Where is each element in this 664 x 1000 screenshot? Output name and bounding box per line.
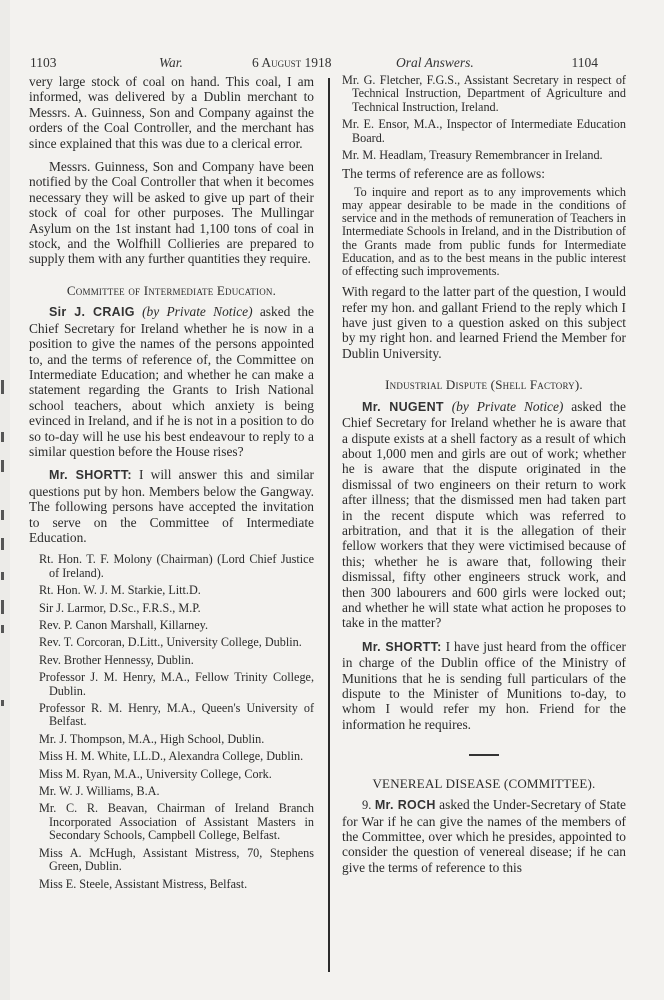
list-item: Mr. E. Ensor, M.A., Inspector of Intermediate Education Board. xyxy=(342,117,626,145)
left-running-title: War. xyxy=(159,55,183,70)
section-rule xyxy=(469,754,499,756)
list-item: Professor J. M. Henry, M.A., Fellow Trinity College, Dublin. xyxy=(39,670,314,698)
private-notice-label: (by Private Notice) xyxy=(142,304,253,320)
question-text: asked the Chief Secretary for Ireland whether he is now in a position to give the names of the persons appointed to, and the terms of reference of, the Committee on Intermediate Education; and whether he can make a statement regarding the Grants to Irish National school teachers, about which anxiety is being evinced in Ireland, and if he is not in a position to do so to-day will he use his best endeavour to reply to a similar question before the House rises? xyxy=(29,304,314,459)
question-text: asked the Chief Secretary for Ireland whether he is aware that a dispute exists at a shell factory as a result of which about 1,000 men and girls are out of work; whether he is aware that the dispute originated in the dismissal of two engineers on their return to work after illness; that the dismissed men had taken part in the recent dispute which was referred to arbitration, and that it is the allegation of their fellow workers that they were victimised because of this; whether he is aware that, following their dismissal, fifty other engineers struck work, and then 300 labourers and 600 girls were locked out; and whether he will state what action he proposes to take in the matter? xyxy=(342,398,627,631)
shortt-answer-dispute xyxy=(342,639,626,732)
terms-of-reference: To inquire and report as to any improvements which may appear desirable to be made in the conditions of service and in the methods of remuneration of Teachers in Intermediate Schools in Ireland, and in the Distribution of the Grants made from public funds for Intermediate Education, and as to the best means in the public interest of effecting such improvements. xyxy=(342,184,626,279)
column-divider xyxy=(328,78,330,972)
list-item: Miss H. M. White, LL.D., Alexandra College, Dublin. xyxy=(39,749,304,764)
list-item: Mr. C. R. Beavan, Chairman of Ireland Branch Incorporated Association of Assistant Masters in Secondary Schools, Campbell College, Belfast. xyxy=(39,801,314,843)
question-number: 9. xyxy=(362,798,372,813)
speaker-name: Sir J. CRAIG xyxy=(49,305,135,320)
list-item: Mr. M. Headlam, Treasury Remembrancer in Ireland. xyxy=(342,148,603,163)
right-page-number: 1104 xyxy=(571,55,598,70)
section-heading-venereal-disease: VENEREAL DISEASE (COMMITTEE). xyxy=(372,775,596,791)
terms-intro: The terms of reference are as follows: xyxy=(342,166,545,182)
list-item: Miss M. Ryan, M.A., University College, Cork. xyxy=(39,766,272,781)
list-item: Miss E. Steele, Assistant Mistress, Belfast. xyxy=(39,876,248,891)
list-item: Rev. T. Corcoran, D.Litt., University College, Dublin. xyxy=(39,635,302,650)
answer-text: I have just heard from the officer in charge of the Dublin office of the Ministry of Munitions that he is sending full particulars of the dispute to the Minister of Munitions to-day, to whom I would refer my hon. Friend for the information he requires. xyxy=(342,638,626,732)
left-column xyxy=(29,74,314,895)
section-heading-industrial-dispute: Industrial Dispute (Shell Factory). xyxy=(385,377,583,393)
list-item: Rt. Hon. T. F. Molony (Chairman) (Lord Chief Justice of Ireland). xyxy=(39,552,314,580)
list-item: Mr. J. Thompson, M.A., High School, Dublin. xyxy=(39,731,265,746)
nugent-question xyxy=(342,399,626,631)
list-item: Sir J. Larmor, D.Sc., F.R.S., M.P. xyxy=(39,600,201,615)
roch-question xyxy=(342,797,626,875)
left-page-number: 1103 xyxy=(30,55,57,70)
right-running-title: Oral Answers. xyxy=(396,55,474,70)
shortt-answer xyxy=(29,467,314,545)
page-header xyxy=(30,55,598,73)
list-item: Mr. G. Fletcher, F.G.S., Assistant Secretary in respect of Technical Instruction, Department of Agriculture and Technical Instruction, Ireland. xyxy=(342,73,626,114)
sitting-date: 6 August 1918 xyxy=(252,55,332,70)
speaker-name: Mr. ROCH xyxy=(374,798,436,813)
coal-answer-paragraph: Messrs. Guinness, Son and Company have been notified by the Coal Controller that when it becomes necessary they will be asked to give up part of their stock of coal for other purposes. The Mullingar Asylum on the 1st instant had 1,100 tons of coal in stock, and the Wolfhill Collieries are prepared to supply them with any further quantities they require. xyxy=(29,159,314,267)
question-text: asked the Under-Secretary of State for War if he can give the names of the members of the Committee, over which he presides, appointed to consider the question of venereal disease; if he can give the terms of reference to this xyxy=(342,797,626,875)
list-item: Rev. P. Canon Marshall, Killarney. xyxy=(39,618,209,632)
speaker-name: Mr. SHORTT: xyxy=(49,468,132,483)
list-item: Miss A. McHugh, Assistant Mistress, 70, Stephens Green, Dublin. xyxy=(39,845,314,874)
answer-text: I will answer this and similar questions put by hon. Members below the Gangway. The following persons have accepted the invitation to serve on the Committee of Intermediate Education. xyxy=(29,467,315,545)
list-item: Mr. W. J. Williams, B.A. xyxy=(39,784,160,799)
committee-member-list xyxy=(39,553,314,891)
private-notice-label: (by Private Notice) xyxy=(451,398,564,414)
speaker-name: Mr. SHORTT: xyxy=(362,639,442,654)
committee-member-list-continued xyxy=(342,74,626,162)
list-item: Rt. Hon. W. J. M. Starkie, Litt.D. xyxy=(39,583,201,598)
coal-answer-continued: very large stock of coal on hand. This coal, I am informed, was delivered by a Dublin merchant to Messrs. A. Guinness, Son and Company against the orders of the Coal Controller, and the merchant has since explained that this was due to a clerical error. xyxy=(29,74,314,151)
right-column xyxy=(342,74,626,883)
speaker-name: Mr. NUGENT xyxy=(362,399,444,414)
craig-question xyxy=(29,304,314,459)
list-item: Professor R. M. Henry, M.A., Queen's University of Belfast. xyxy=(39,701,314,729)
list-item: Rev. Brother Hennessy, Dublin. xyxy=(39,652,194,667)
latter-part-answer: With regard to the latter part of the question, I would refer my hon. and gallant Friend to the reply which I have just given to a question asked on this subject by my right hon. and learned Friend the Member for Dublin University. xyxy=(342,284,626,361)
section-heading-intermediate-education: Committee of Intermediate Education. xyxy=(66,282,277,298)
